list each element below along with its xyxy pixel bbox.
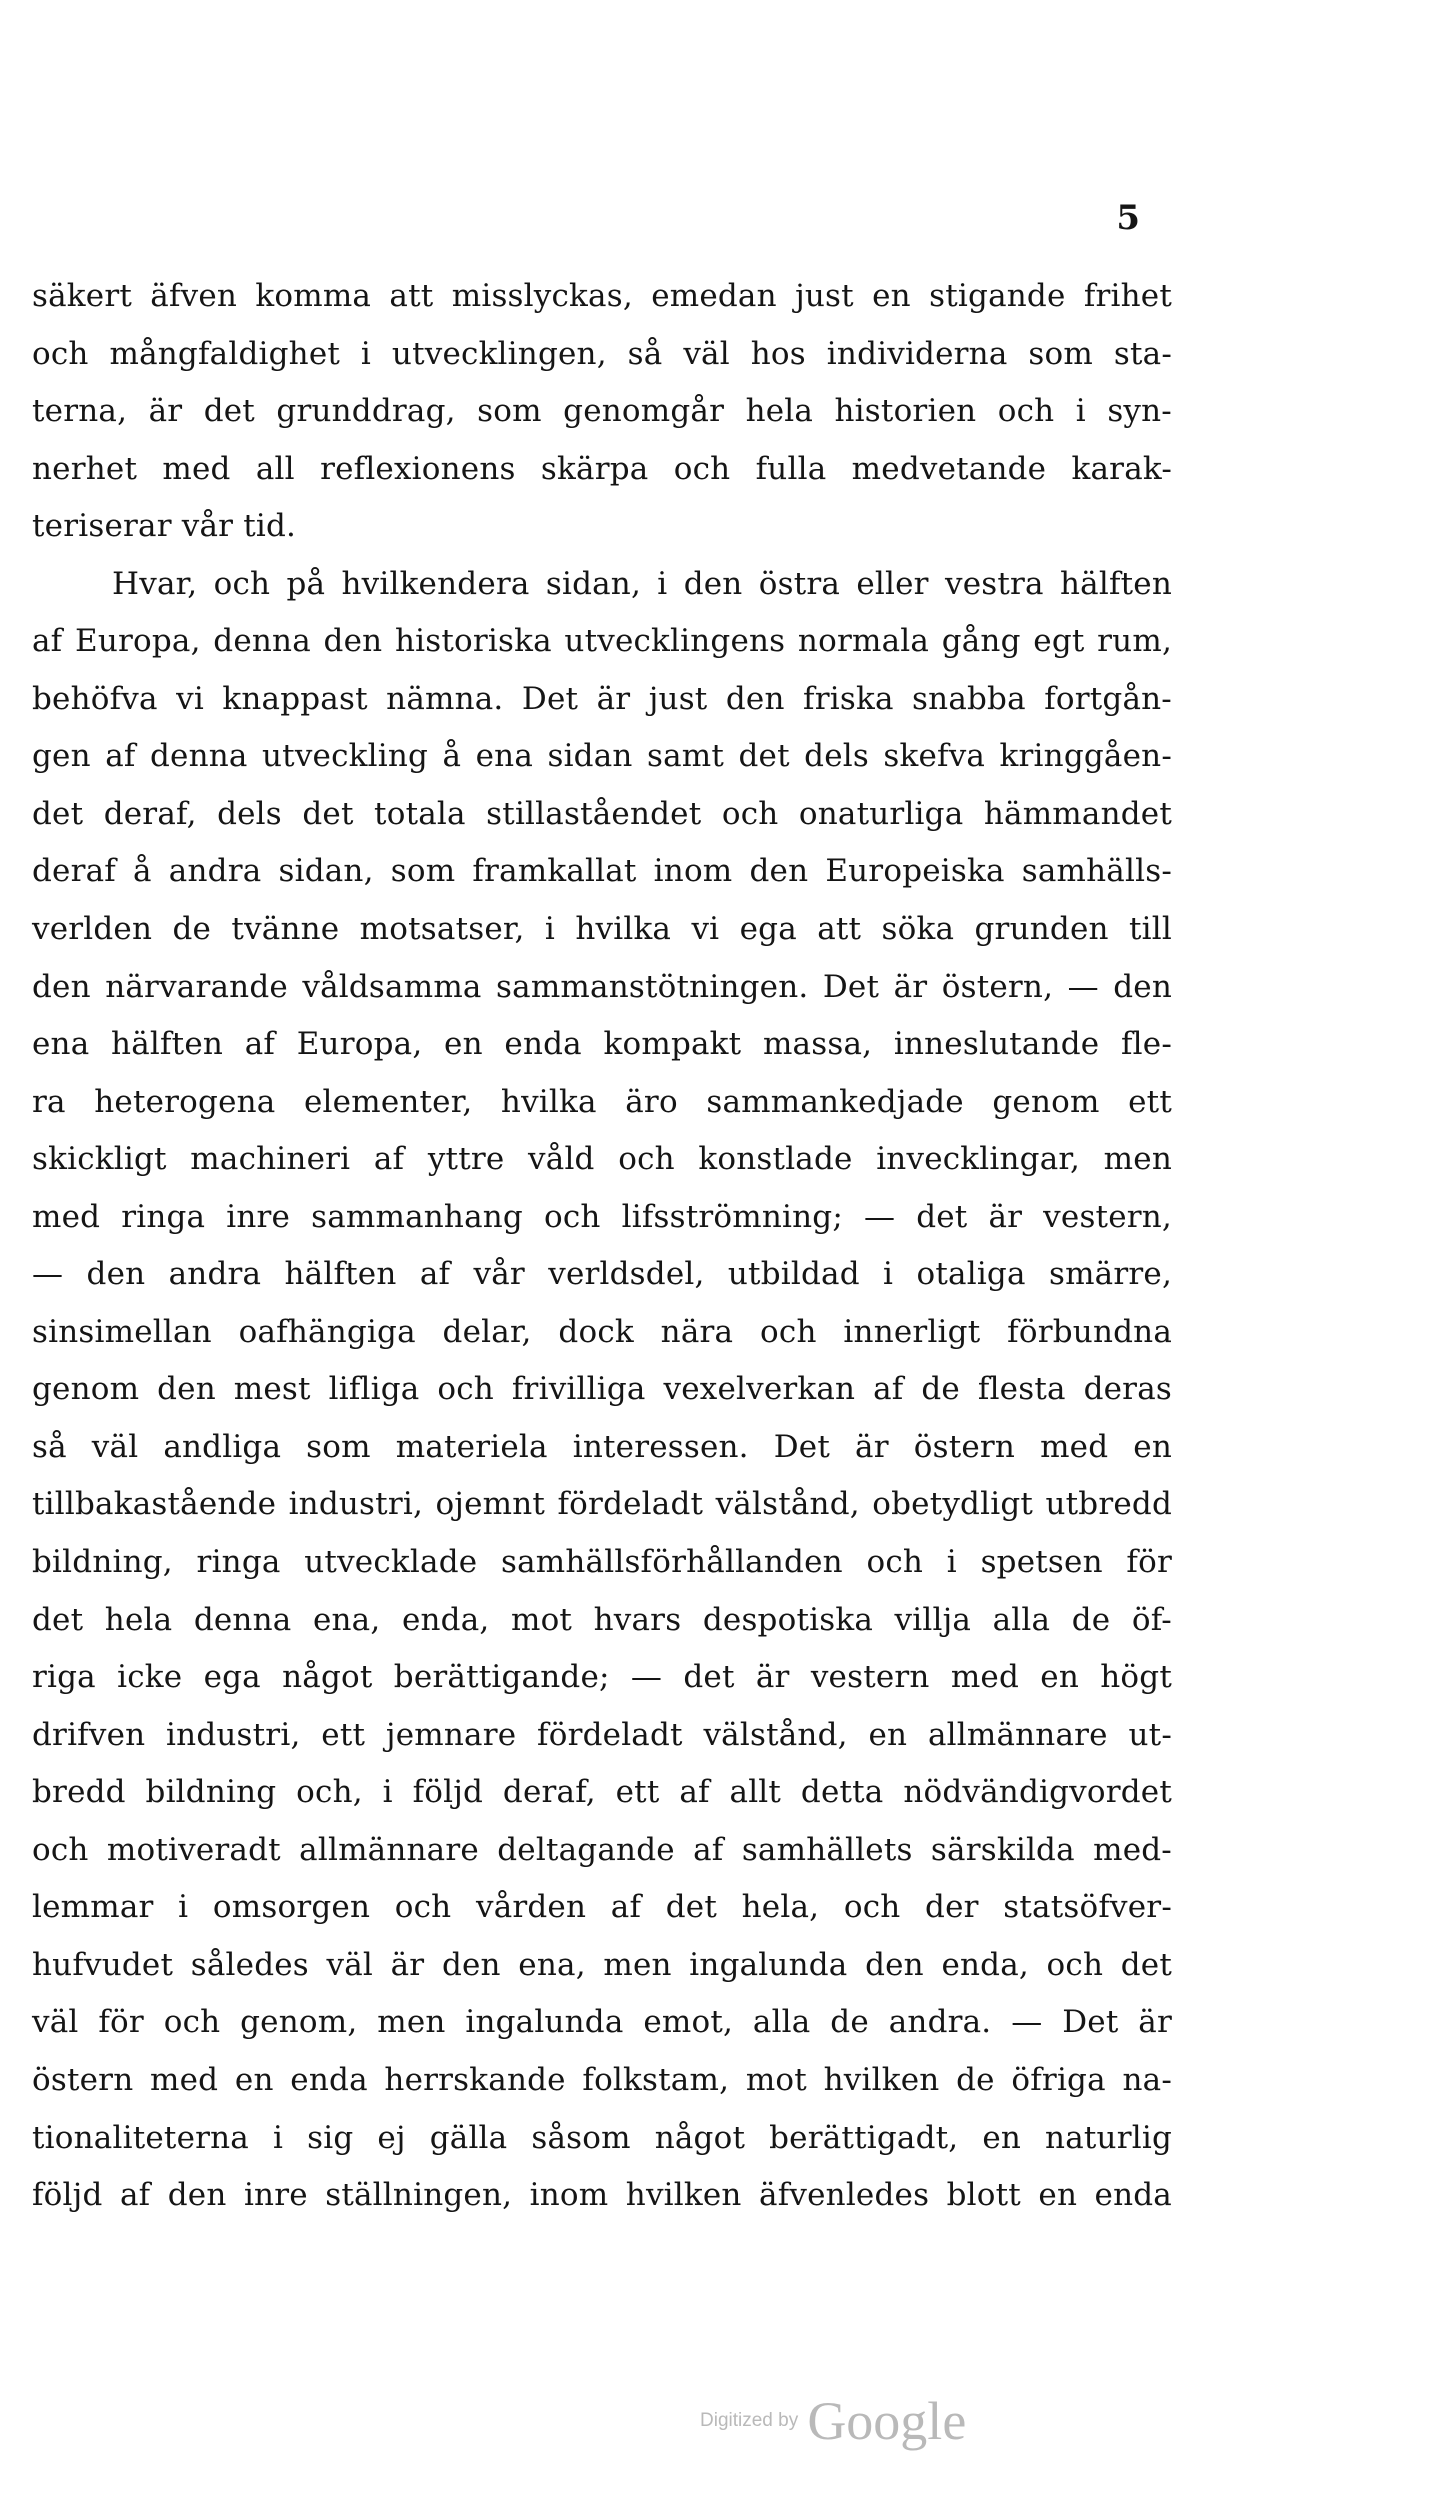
text-line: med ringa inre sammanhang och lifsströmning; — det är vestern, (32, 1198, 1172, 1235)
text-line: gen af denna utveckling å ena sidan samt det dels skefva kringgåen- (32, 738, 1172, 775)
text-line: bredd bildning och, i följd deraf, ett af allt detta nödvändigvordet (32, 1774, 1172, 1811)
text-line: ra heterogena elementer, hvilka äro sammankedjade genom ett (32, 1083, 1172, 1120)
text-line: tillbakastående industri, ojemnt fördeladt välstånd, obetydligt utbredd (32, 1486, 1172, 1523)
text-line: sinsimellan oafhängiga delar, dock nära och innerligt förbundna (32, 1313, 1172, 1350)
text-line: det hela denna ena, enda, mot hvars despotiska villja alla de öf- (32, 1601, 1172, 1638)
page-number: 5 (1116, 198, 1140, 238)
text-line: så väl andliga som materiela interessen. Det är östern med en (32, 1428, 1172, 1465)
text-line: deraf å andra sidan, som framkallat inom den Europeiska samhälls- (32, 853, 1172, 890)
text-line: drifven industri, ett jemnare fördeladt välstånd, en allmännare ut- (32, 1716, 1172, 1753)
text-line: terna, är det grunddrag, som genomgår hela historien och i syn- (32, 393, 1172, 430)
paragraph-start-line: Hvar, och på hvilkendera sidan, i den östra eller vestra hälften (112, 565, 1172, 602)
text-line: skickligt machineri af yttre våld och konstlade invecklingar, men (32, 1141, 1172, 1178)
text-line: hufvudet således väl är den ena, men ingalunda den enda, och det (32, 1946, 1172, 1983)
text-line: genom den mest lifliga och frivilliga vexelverkan af de flesta deras (32, 1371, 1172, 1408)
digitized-watermark (700, 2390, 1200, 2452)
text-line: den närvarande våldsamma sammanstötningen. Det är östern, — den (32, 968, 1172, 1005)
text-line: af Europa, denna den historiska utvecklingens normala gång egt rum, (32, 623, 1172, 660)
text-line: nerhet med all reflexionens skärpa och fulla medvetande karak- (32, 450, 1172, 487)
body-text (32, 268, 1172, 2225)
text-line: verlden de tvänne motsatser, i hvilka vi ega att söka grunden till (32, 911, 1172, 948)
watermark-prefix: Digitized by (700, 2410, 799, 2431)
text-line: riga icke ega något berättigande; — det är vestern med en högt (32, 1659, 1172, 1696)
text-line: östern med en enda herrskande folkstam, mot hvilken de öfriga na- (32, 2061, 1172, 2098)
text-line: teriserar vår tid. (32, 508, 297, 545)
text-line: tionaliteterna i sig ej gälla såsom något berättigadt, en naturlig (32, 2119, 1172, 2156)
text-line: det deraf, dels det totala stillaståendet och onaturliga hämmandet (32, 795, 1172, 832)
text-line: behöfva vi knappast nämna. Det är just den friska snabba fortgån- (32, 680, 1172, 717)
text-line: och motiveradt allmännare deltagande af samhällets särskilda med- (32, 1831, 1172, 1868)
text-line: lemmar i omsorgen och vården af det hela, och der statsöfver- (32, 1889, 1172, 1926)
text-line: ena hälften af Europa, en enda kompakt massa, inneslutande fle- (32, 1026, 1172, 1063)
watermark-brand: Google (807, 2391, 967, 2451)
text-line: väl för och genom, men ingalunda emot, alla de andra. — Det är (32, 2004, 1172, 2041)
text-line: säkert äfven komma att misslyckas, emedan just en stigande frihet (32, 278, 1172, 314)
text-line: bildning, ringa utvecklade samhällsförhållanden och i spetsen för (32, 1544, 1172, 1581)
text-line: följd af den inre ställningen, inom hvilken äfvenledes blott en enda (32, 2177, 1172, 2214)
text-line: — den andra hälften af vår verldsdel, utbildad i otaliga smärre, (32, 1256, 1172, 1293)
text-line: och mångfaldighet i utvecklingen, så väl hos individerna som sta- (32, 335, 1172, 372)
